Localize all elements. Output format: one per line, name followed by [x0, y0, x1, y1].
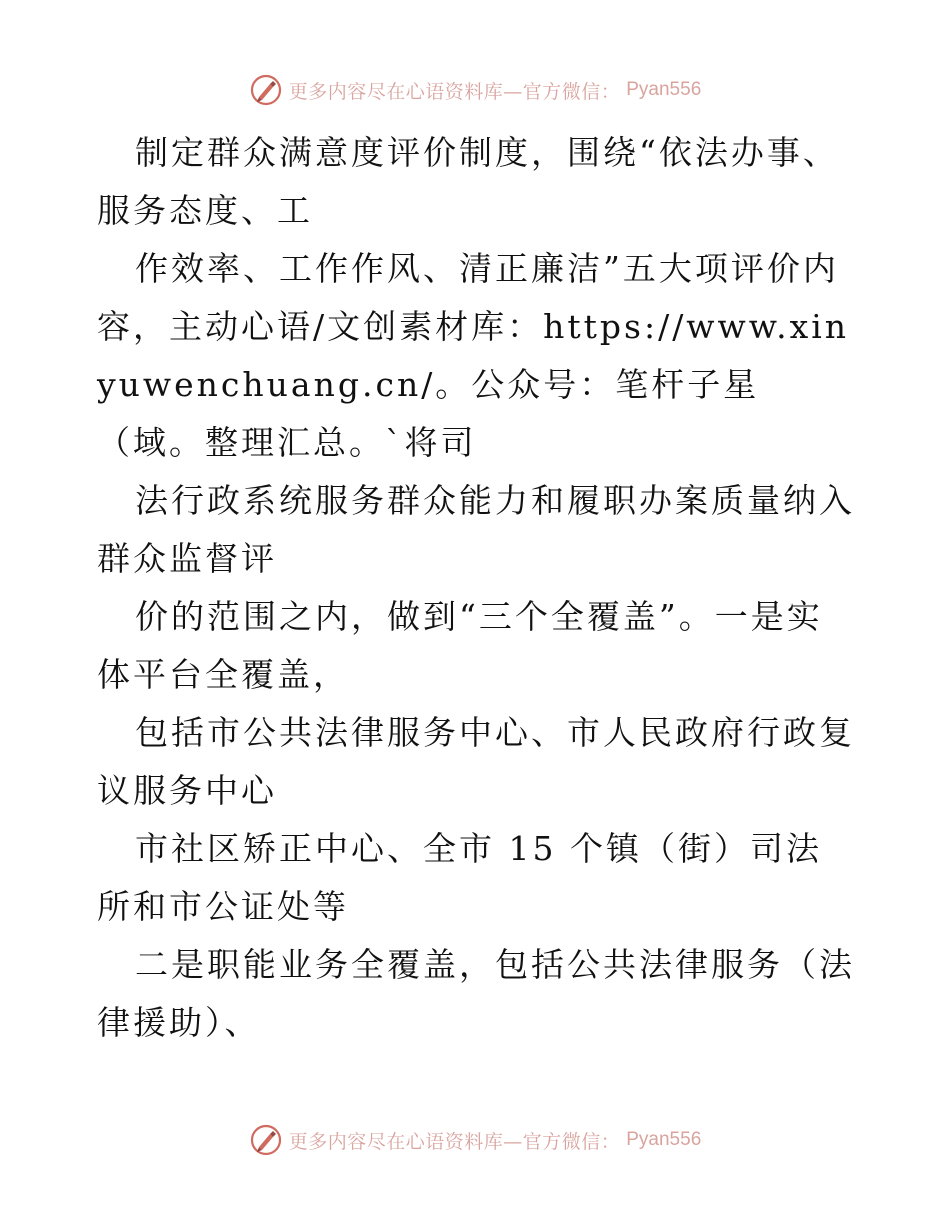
watermark-wechat-id: Pyan556	[626, 79, 702, 100]
watermark-text: 更多内容尽在心语资料库—官方微信：	[288, 80, 621, 103]
paragraph: 作效率、工作作风、清正廉洁”五大项评价内容，主动心语/文创素材库：https://www.xinyuwenchuang.cn/。公众号：笔杆子星（域。整理汇总。`将司	[97, 249, 850, 462]
paragraph: 制定群众满意度评价制度，围绕“依法办事、服务态度、工	[97, 133, 839, 230]
paragraph: 市社区矫正中心、全市 15 个镇（街）司法所和市公证处等	[97, 829, 822, 926]
header-watermark	[0, 70, 950, 110]
paragraph: 包括市公共法律服务中心、市人民政府行政复议服务中心	[97, 713, 855, 810]
paragraph: 二是职能业务全覆盖，包括公共法律服务（法律援助）、	[97, 945, 855, 1042]
paragraph: 法行政系统服务群众能力和履职办案质量纳入群众监督评	[97, 481, 855, 578]
paragraph: 价的范围之内，做到“三个全覆盖”。一是实体平台全覆盖，	[97, 597, 823, 694]
watermark-text: 更多内容尽在心语资料库—官方微信：	[288, 1130, 621, 1153]
pen-logo-icon	[249, 1123, 283, 1157]
pen-logo-icon	[249, 73, 283, 107]
document-body	[97, 124, 857, 1052]
footer-watermark	[0, 1120, 950, 1160]
watermark-wechat-id: Pyan556	[626, 1129, 702, 1150]
